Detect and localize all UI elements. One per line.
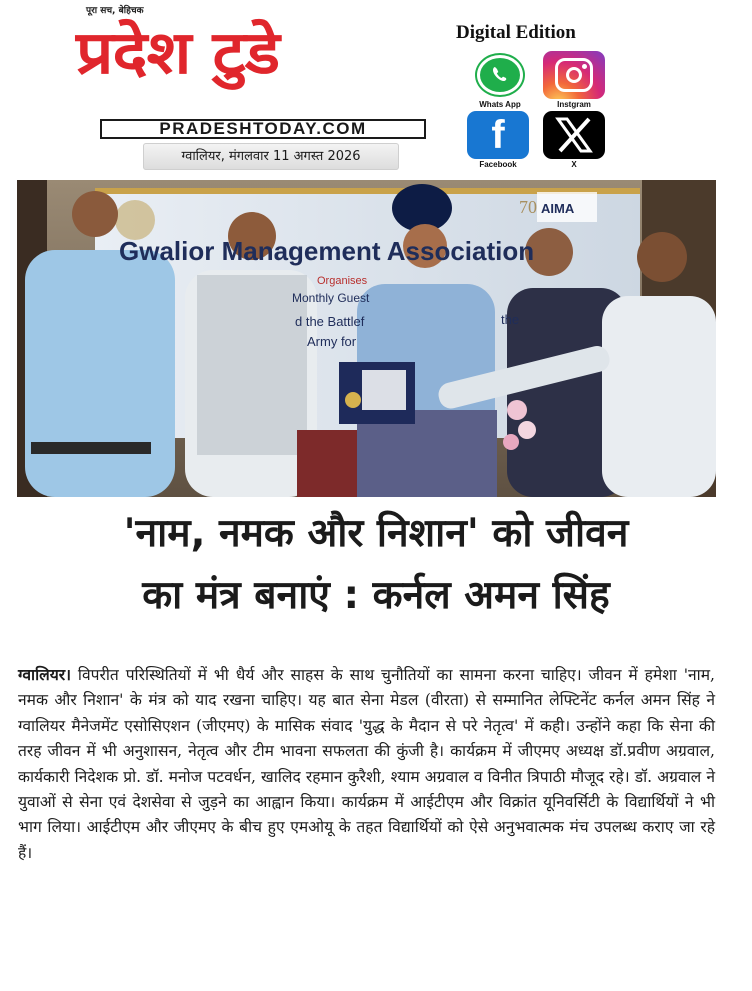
banner-text: Gwalior Management Association xyxy=(119,236,535,266)
banner-subtext-2: Monthly Guest xyxy=(292,291,370,305)
banner-subtext-3: d the Battlef xyxy=(295,314,365,329)
website-domain[interactable]: PRADESHTODAY.COM xyxy=(100,119,426,139)
dateline: ग्वालियर, मंगलवार 11 अगस्त 2026 xyxy=(143,143,399,170)
headline-line-1: 'नाम, नमक और निशान' को जीवन xyxy=(123,511,629,556)
instagram-link[interactable] xyxy=(541,51,607,109)
x-label: X xyxy=(571,160,577,169)
article-place: ग्वालियर। xyxy=(18,665,72,684)
whatsapp-icon[interactable] xyxy=(469,51,531,99)
headline xyxy=(0,503,752,627)
facebook-icon[interactable]: f xyxy=(467,111,529,159)
article-body xyxy=(18,662,715,866)
digital-edition-title: Digital Edition xyxy=(456,22,576,43)
instagram-label: Instgram xyxy=(557,100,591,109)
whatsapp-link[interactable] xyxy=(467,51,533,109)
x-link[interactable] xyxy=(541,111,607,169)
instagram-icon[interactable] xyxy=(543,51,605,99)
article-text: विपरीत परिस्थितियों में भी धैर्य और साहस के साथ चुनौतियों का सामना करना चाहिए। जीवन में हमेशा 'नाम, नमक और निशान' के मंत्र को याद रखना चाहिए। यह बात सेना मेडल (वीरता) से सम्मानित लेफ्टिनेंट कर्नल अमन सिंह ने ग्वालियर मैनेजमेंट एसोसिएशन (जीएमए) के मासिक संवाद 'युद्ध के मैदान से परे नेतृत्व' में कही। उन्होंने कहा कि सेना की तरह जीवन में भी अनुशासन, नेतृत्व और टीम भावना सफलता की कुंजी है। कार्यक्रम में जीएमए अध्यक्ष डॉ.प्रवीण अग्रवाल, कार्यकारी निदेशक प्रो. डॉ. मनोज पटवर्धन, खालिद रहमान कुरैशी, श्याम अग्रवाल व विनीत त्रिपाठी मौजूद रहे। डॉ. अग्रवाल ने युवाओं से सेना एवं देशसेवा से जुड़ने का आह्वान किया। कार्यक्रम में आईटीएम और विक्रांत यूनिवर्सिटी के विद्यार्थियों ने भी भाग लिया। आईटीएम और जीएमए के बीच हुए एमओयू के तहत विद्यार्थियों को ऐसे अनुभवात्मक मंच उपलब्ध कराए जा रहे हैं। xyxy=(18,666,715,862)
tagline: पूरा सच, बेहिचक xyxy=(86,6,144,16)
facebook-link[interactable] xyxy=(465,111,531,169)
brand-logo: प्रदेश टुडे xyxy=(76,18,280,88)
aima-logo-number: 70 xyxy=(519,197,537,217)
banner-subtext-5: the xyxy=(501,312,520,327)
x-icon[interactable] xyxy=(543,111,605,159)
whatsapp-label: Whats App xyxy=(479,100,521,109)
event-photo xyxy=(17,180,716,497)
aima-logo-text: AIMA xyxy=(541,201,575,216)
headline-line-2: का मंत्र बनाएं : कर्नल अमन सिंह xyxy=(142,573,610,618)
facebook-label: Facebook xyxy=(479,160,517,169)
banner-subtext: Organises xyxy=(317,275,368,287)
banner-subtext-4: Army for xyxy=(307,334,357,349)
